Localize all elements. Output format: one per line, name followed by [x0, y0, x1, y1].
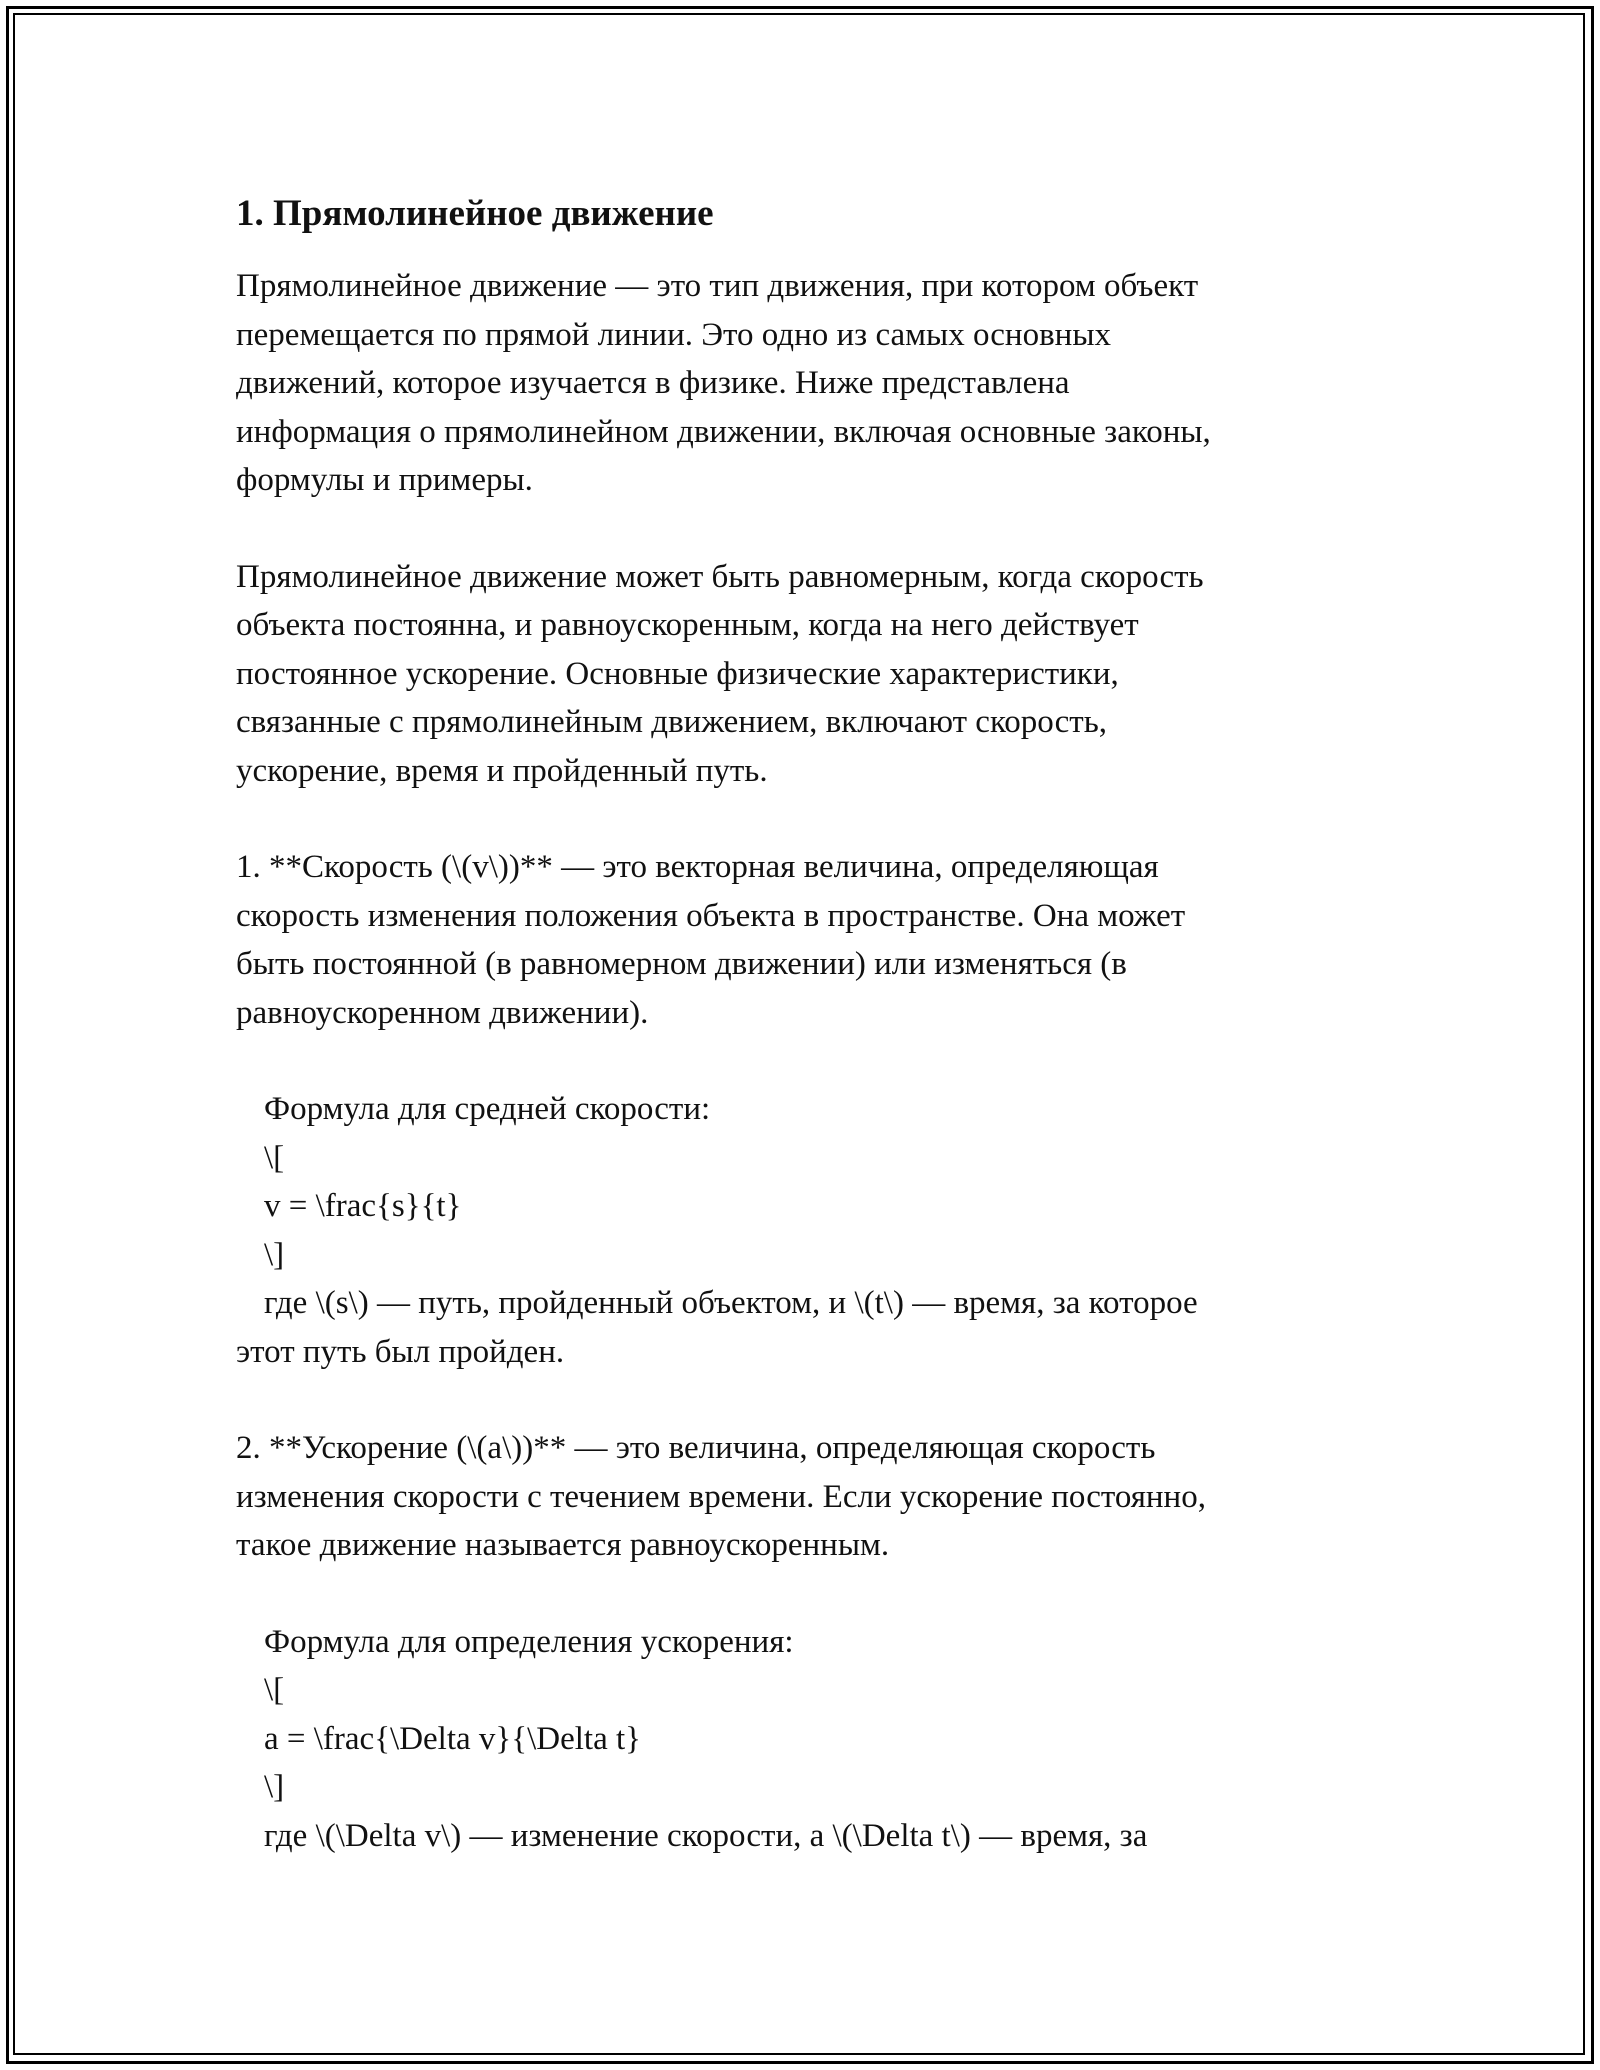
text-line: движений, которое изучается в физике. Ниже представлена [236, 365, 1070, 401]
formula-line: Формула для средней скорости: [264, 1091, 711, 1127]
formula-line: v = \frac{s}{t} [264, 1188, 462, 1224]
text-line: быть постоянной (в равномерном движении) или изменяться (в [236, 946, 1127, 982]
text-line: ускорение, время и пройденный путь. [236, 752, 768, 789]
formula-block-velocity [236, 1085, 1366, 1376]
formula-line: \[ [264, 1139, 285, 1176]
text-line: информация о прямолинейном движении, включая основные законы, [236, 413, 1211, 450]
formula-line: где \(\Delta v\) — изменение скорости, а \(\Delta t\) — время, за [264, 1817, 1148, 1854]
text-line: изменения скорости с течением времени. Если ускорение постоянно, [236, 1478, 1206, 1515]
text-line: объекта постоянна, и равноускоренным, когда на него действует [236, 607, 1139, 643]
formula-line: a = \frac{\Delta v}{\Delta t} [264, 1720, 641, 1757]
formula-line: этот путь был пройден. [236, 1333, 565, 1370]
text-line: связанные с прямолинейным движением, включают скорость, [236, 704, 1107, 740]
list-item-acceleration [236, 1424, 1366, 1570]
list-item-velocity [236, 843, 1366, 1037]
section-heading: 1. Прямолинейное движение [236, 193, 714, 234]
paragraph-intro [236, 262, 1366, 505]
paragraph-types [236, 553, 1366, 796]
text-line: 1. **Скорость (\(v\))** — это векторная величина, определяющая [236, 849, 1159, 885]
text-line: перемещается по прямой линии. Это одно из самых основных [236, 316, 1111, 353]
text-line: равноускоренном движении). [236, 994, 649, 1031]
text-line: такое движение называется равноускоренным. [236, 1527, 890, 1563]
text-line: формулы и примеры. [236, 462, 533, 498]
text-line: 2. **Ускорение (\(a\))** — это величина, определяющая скорость [236, 1430, 1156, 1466]
formula-block-acceleration [236, 1618, 1366, 1861]
document-page [236, 188, 1366, 1908]
formula-line: \] [264, 1236, 285, 1273]
formula-line: где \(s\) — путь, пройденный объектом, и \(t\) — время, за которое [264, 1285, 1198, 1321]
text-line: постоянное ускорение. Основные физические характеристики, [236, 655, 1119, 692]
formula-line: Формула для определения ускорения: [264, 1623, 794, 1660]
text-line: скорость изменения положения объекта в пространстве. Она может [236, 897, 1186, 934]
text-line: Прямолинейное движение может быть равномерным, когда скорость [236, 558, 1204, 595]
text-line: Прямолинейное движение — это тип движения, при котором объект [236, 268, 1199, 304]
formula-line: \[ [264, 1672, 285, 1708]
formula-line: \] [264, 1769, 285, 1805]
